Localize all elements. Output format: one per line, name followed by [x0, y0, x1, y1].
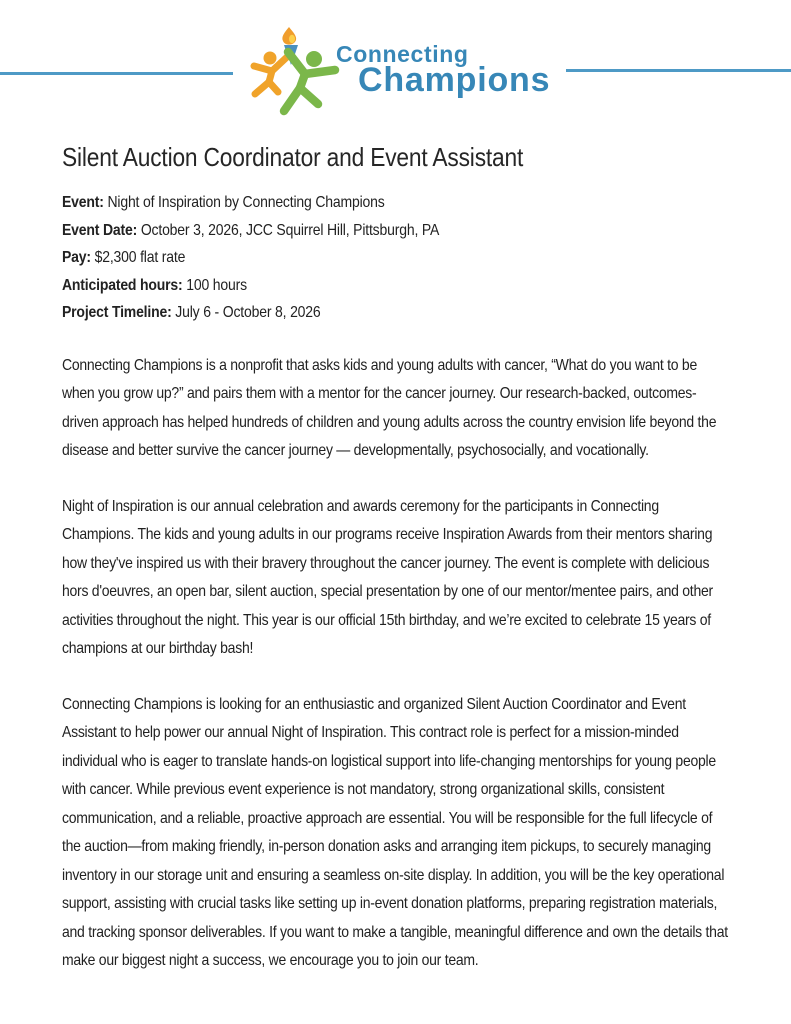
header-divider-left [0, 72, 233, 75]
detail-event [62, 189, 729, 217]
detail-project-timeline [62, 299, 729, 327]
page-title: Silent Auction Coordinator and Event Assistant [62, 142, 524, 172]
detail-event-value: Night of Inspiration by Connecting Champions [107, 194, 385, 211]
detail-anticipated-hours [62, 272, 729, 300]
orange-figure-icon [254, 52, 287, 95]
detail-event-label: Event: [62, 194, 104, 211]
detail-anticipated-hours-label: Anticipated hours: [62, 276, 183, 294]
paragraph-about-event: Night of Inspiration is our annual celebration and awards ceremony for the participants in Connecting Champions. The kids and young adults in our programs receive Inspiration Awards from their mentors sharing how they've inspired us with their bravery throughout the cancer journey. The event is complete with delicious hors d'oeuvres, an open bar, silent auction, special presentation by one of our mentor/mentee pairs, and other activities throughout the night. This year is our official 15th birthday, and we’re excited to celebrate 15 years of champions at our birthday bash! [62, 497, 713, 657]
page-header [0, 0, 791, 118]
detail-pay [62, 244, 729, 272]
detail-project-timeline-label: Project Timeline: [62, 304, 172, 321]
logo-text-connecting: Connecting [336, 41, 469, 67]
green-figure-icon [284, 51, 335, 111]
detail-project-timeline-value: July 6 - October 8, 2026 [175, 304, 321, 321]
header-divider-right [566, 69, 791, 72]
logo-wordmark [336, 26, 550, 97]
event-details-list [62, 189, 729, 327]
paragraph-about-nonprofit: Connecting Champions is a nonprofit that asks kids and young adults with cancer, “What do you want to be when you grow up?” and pairs them with a mentor for the cancer journey. Our research-backed, outcomes-driven approach has helped hundreds of children and young adults across the country envision life beyond the disease and better survive the cancer journey — developmentally, psychosocially, and vocationally. [62, 356, 717, 459]
document-body [62, 142, 729, 976]
logo-figures-icon [248, 26, 348, 118]
detail-event-date-label: Event Date: [62, 221, 138, 239]
connecting-champions-logo [248, 26, 550, 118]
detail-pay-label: Pay: [62, 249, 91, 266]
paragraph-role-description: Connecting Champions is looking for an enthusiastic and organized Silent Auction Coordinator and Event Assistant to help power our annual Night of Inspiration. This contract role is perfect for a mission-minded individual who is eager to translate hands-on logistical support into life-changing mentorships for young people with cancer. While previous event experience is not mandatory, strong organizational skills, consistent communication, and a reliable, proactive approach are essential. You will be responsible for the full lifecycle of the auction—from making friendly, in-person donation asks and arranging item pickups, to securely managing inventory in our storage unit and ensuring a seamless on-site display. In addition, you will be the key operational support, assisting with crucial tasks like setting up in-event donation platforms, preparing registration materials, and tracking sponsor deliverables. If you want to make a tangible, meaningful difference and own the details that make our biggest night a success, we encourage you to join our team. [62, 695, 728, 969]
flame-icon [282, 27, 296, 45]
detail-anticipated-hours-value: 100 hours [186, 276, 247, 294]
detail-event-date [62, 217, 729, 245]
detail-pay-value: $2,300 flat rate [94, 249, 186, 266]
detail-event-date-value: October 3, 2026, JCC Squirrel Hill, Pittsburgh, PA [140, 221, 440, 239]
logo-text-champions: Champions [358, 61, 551, 99]
